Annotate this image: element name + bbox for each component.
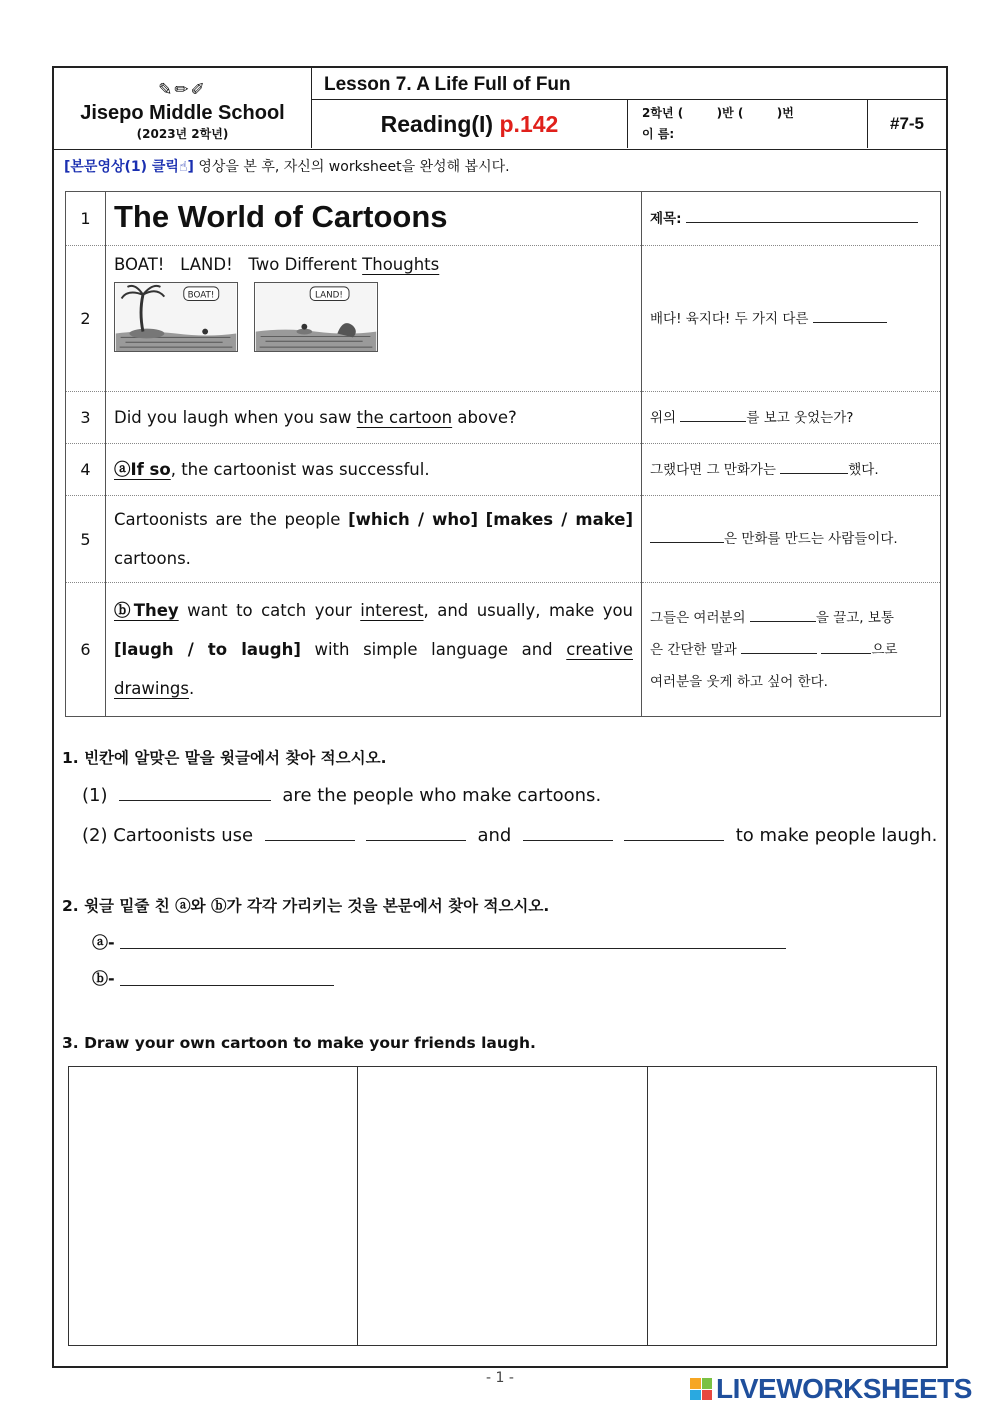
row-number: 4 <box>66 444 106 496</box>
pencil-icon: ✎✏✐ <box>158 80 207 100</box>
drawing-area[interactable] <box>68 1066 937 1346</box>
question-1-part-2: (2) Cartoonists use and to make people laugh. <box>82 825 938 846</box>
table-row <box>66 496 941 583</box>
row-english: Cartoonists are the people [which / who] [makes / make] cartoons. <box>106 496 642 583</box>
answer-b-label: ⓑ- <box>92 969 115 988</box>
page-reference: p.142 <box>499 111 559 137</box>
drawing-panel[interactable] <box>648 1067 936 1345</box>
answer-blank[interactable] <box>750 606 816 622</box>
row-english: ⓑThey want to catch your interest, and usually, make you [laugh / to laugh] with simple language and creative drawings. <box>106 583 642 717</box>
instruction <box>64 156 510 176</box>
answer-blank[interactable] <box>813 307 887 323</box>
pointer-icon: ☝ <box>178 159 188 175</box>
school-year: (2023년 2학년) <box>136 127 229 141</box>
video-link[interactable]: [본문영상(1) 클릭☝] <box>64 159 194 175</box>
row-number: 2 <box>66 246 106 392</box>
liveworksheets-logo <box>690 1373 972 1405</box>
answer-b-line[interactable] <box>120 985 334 986</box>
table-row <box>66 583 941 717</box>
drawing-panel[interactable] <box>69 1067 358 1345</box>
instruction-text: 영상을 본 후, 자신의 worksheet을 완성해 봅시다. <box>198 159 510 175</box>
row-english: ⓐIf so, the cartoonist was successful. <box>106 444 642 496</box>
answer-a-line[interactable] <box>120 948 786 949</box>
answer-blank[interactable] <box>680 406 746 422</box>
brand-logo-icon <box>690 1378 712 1400</box>
cartoon-boat-image <box>114 282 238 352</box>
table-row <box>66 392 941 444</box>
row-number: 3 <box>66 392 106 444</box>
class-info <box>628 100 868 148</box>
question-3-title: 3. Draw your own cartoon to make your friends laugh. <box>62 1034 536 1052</box>
reading-title <box>312 100 628 148</box>
row-korean <box>642 192 941 246</box>
table-row <box>66 192 941 246</box>
row-number: 5 <box>66 496 106 583</box>
question-1-part-1: (1) are the people who make cartoons. <box>82 785 602 806</box>
question-1-title: 1. 빈칸에 알맞은 말을 윗글에서 찾아 적으시오. <box>62 749 387 767</box>
lesson-title: Lesson 7. A Life Full of Fun <box>312 68 946 100</box>
answer-a-label: ⓐ- <box>92 933 115 952</box>
reading-label: Reading(I) <box>380 111 494 137</box>
page-number: - 1 - <box>486 1370 514 1386</box>
answer-blank[interactable] <box>741 638 817 654</box>
row-english <box>106 192 642 246</box>
row-english: Did you laugh when you saw the cartoon above? <box>106 392 642 444</box>
svg-text:LAND!: LAND! <box>315 290 343 301</box>
worksheet-header <box>54 68 946 150</box>
row-korean: 그들은 여러분의 을 끌고, 보통 은 간단한 말과 으로 여러분을 웃게 하고 싶어 한다. <box>642 583 941 717</box>
row-english: BOAT! LAND! Two Different Thoughts BOAT! LAND! <box>106 246 642 392</box>
answer-blank[interactable] <box>821 638 871 654</box>
answer-blank[interactable] <box>686 207 918 223</box>
answer-blank[interactable] <box>523 825 613 841</box>
row-number: 1 <box>66 192 106 246</box>
school-cell <box>54 68 312 148</box>
answer-blank[interactable] <box>780 458 848 474</box>
brand-name: LIVEWORKSHEETS <box>716 1373 972 1404</box>
question-2-title: 2. 윗글 밑줄 친 ⓐ와 ⓑ가 각각 가리키는 것을 본문에서 찾아 적으시오. <box>62 897 550 915</box>
row-korean: 배다! 육지다! 두 가지 다른 <box>642 246 941 392</box>
answer-blank[interactable] <box>624 825 724 841</box>
answer-blank[interactable] <box>366 825 466 841</box>
table-row <box>66 444 941 496</box>
class-line: 2학년 ( )반 ( )번 <box>642 106 794 120</box>
answer-blank[interactable] <box>650 527 724 543</box>
worksheet-frame <box>52 66 948 1368</box>
cartoon-land-image <box>254 282 378 352</box>
name-line: 이 름: <box>642 127 675 141</box>
row-korean: 그랬다면 그 만화가는 했다. <box>642 444 941 496</box>
table-row <box>66 246 941 392</box>
row-korean: 위의 를 보고 웃었는가? <box>642 392 941 444</box>
svg-text:BOAT!: BOAT! <box>187 290 215 301</box>
row-korean: 은 만화를 만드는 사람들이다. <box>642 496 941 583</box>
drawing-panel[interactable] <box>358 1067 647 1345</box>
answer-blank[interactable] <box>265 825 355 841</box>
worksheet-code: #7-5 <box>889 114 925 133</box>
title-label: 제목: <box>650 210 682 227</box>
reading-title-text: The World of Cartoons <box>114 199 448 234</box>
cartoon-images <box>114 282 633 358</box>
school-name: Jisepo Middle School <box>80 102 285 124</box>
answer-blank[interactable] <box>119 785 271 801</box>
row-number: 6 <box>66 583 106 717</box>
reading-table <box>65 191 941 717</box>
